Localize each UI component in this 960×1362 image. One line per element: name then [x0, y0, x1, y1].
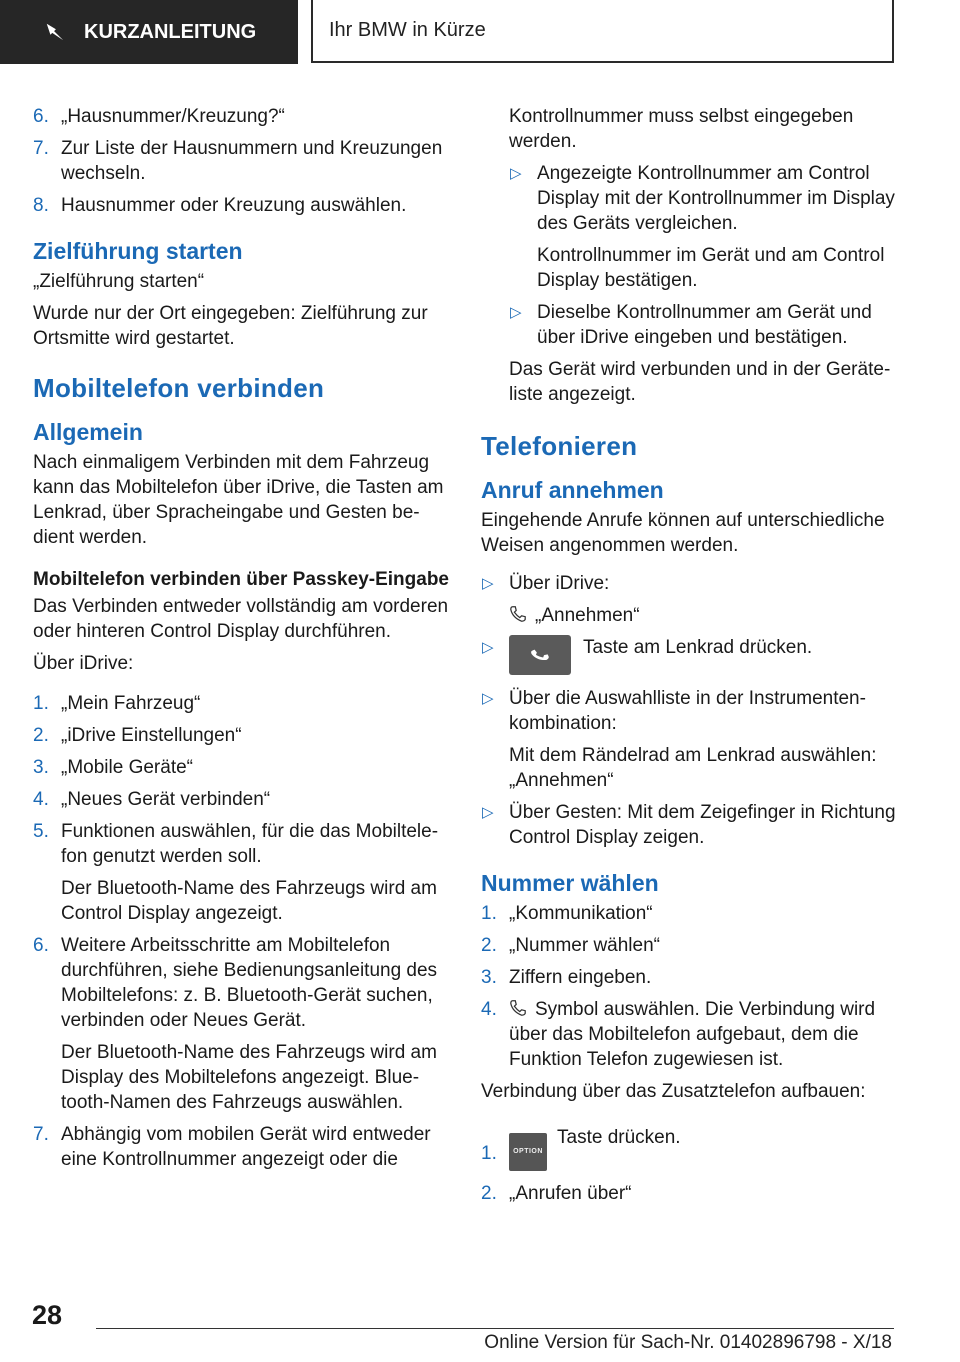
bullet-list: [481, 571, 897, 850]
list-item: [33, 755, 449, 780]
triangle-bullet-icon: ▷: [482, 639, 494, 656]
heading-passkey: Mobiltelefon verbinden über Passkey-Eingabe: [33, 569, 449, 590]
bullet-text: Über Gesten: Mit dem Zeigefinger in Richtung Control Display zeigen.: [509, 802, 896, 848]
list-item: [33, 136, 449, 186]
bullet-text: Über iDrive:: [509, 573, 610, 594]
list-item: [33, 819, 449, 926]
list-item: [33, 1122, 449, 1172]
list-item: [481, 965, 897, 990]
section-tab: [0, 0, 298, 64]
list-number: 7.: [33, 138, 49, 159]
step-text: „iDrive Einstellungen“: [61, 725, 242, 746]
step-text: „Anrufen über“: [509, 1183, 632, 1204]
step-text: Weitere Arbeitsschritte am Mobiltelefon durchführen, siehe Bedienungsanleitung des Mobiltelefons: z. B. Bluetooth-Gerät suchen, verbinden oder Neues Gerät.: [61, 935, 438, 1031]
dial-steps-cont: [481, 997, 897, 1072]
house-number-steps: [33, 104, 449, 218]
list-number: 5.: [33, 821, 49, 842]
list-number: 8.: [33, 195, 49, 216]
heading-nummer: Nummer wählen: [481, 870, 659, 896]
list-item: [33, 933, 449, 1115]
step-text: „Nummer wählen“: [509, 935, 660, 956]
dial-steps: [481, 901, 897, 990]
triangle-bullet-icon: ▷: [510, 165, 522, 182]
list-item: [33, 787, 449, 812]
paragraph: Nach einmaligem Verbinden mit dem Fahrzeug kann das Mobiltelefon über iDrive, die Tasten am Lenkrad, über Spracheingabe und Gesten bedient werden.: [33, 452, 444, 548]
bullet-text: Angezeigte Kontrollnummer am Control Display mit der Kontrollnummer im Display des Geräts vergleichen.: [537, 163, 895, 234]
bullet-text: Taste am Lenkrad drücken.: [583, 637, 813, 658]
additional-phone-steps: [481, 1125, 897, 1206]
list-item: [33, 723, 449, 748]
list-number: 6.: [33, 106, 49, 127]
paragraph: Kontrollnummer muss selbst eingegeben werden.: [509, 106, 854, 152]
step-text: „Kommunikation“: [509, 903, 653, 924]
triangle-bullet-icon: ▷: [482, 690, 494, 707]
bullet-subtext: Mit dem Rändelrad am Lenkrad auswählen: „Annehmen“: [509, 745, 877, 791]
step-text: „Hausnummer/Kreuzung?“: [61, 106, 285, 127]
paragraph: Das Verbinden entweder vollständig am vorderen oder hinteren Control Display durchführen.: [33, 596, 449, 642]
footer-online-version: Online Version für Sach-Nr. 01402896798 - X/18: [484, 1332, 892, 1353]
step-subtext: Der Bluetooth-Name des Fahrzeugs wird am Control Display angezeigt.: [61, 878, 437, 924]
step-text: Abhängig vom mobilen Gerät wird entweder eine Kontrollnummer angezeigt oder die: [61, 1124, 431, 1170]
paragraph: Das Gerät wird verbunden und in der Geräteliste angezeigt.: [509, 359, 891, 405]
step-text: „Mobile Geräte“: [61, 757, 193, 778]
heading-allgemein: Allgemein: [33, 419, 143, 445]
heading-zielfuehrung: Zielführung starten: [33, 238, 243, 264]
bullet-text: Über die Auswahlliste in der Instrumentenkombination:: [509, 688, 866, 734]
list-number: 2.: [33, 725, 49, 746]
phone-handset-icon: [509, 605, 527, 623]
section-tab-label: KURZANLEITUNG: [84, 20, 257, 43]
triangle-bullet-icon: ▷: [482, 804, 494, 821]
chapter-header: [311, 0, 894, 63]
bullet-text: Dieselbe Kontrollnummer am Gerät und über iDrive eingeben und bestätigen.: [537, 302, 872, 348]
left-column: [33, 104, 449, 1179]
list-item: [509, 161, 897, 293]
triangle-bullet-icon: ▷: [510, 304, 522, 321]
step-text: Zur Liste der Hausnummern und Kreuzungen wechseln.: [61, 138, 443, 184]
triangle-bullet-icon: ▷: [482, 575, 494, 592]
list-item: 4. Symbol auswählen. Die Verbindung wird über das Mobiltelefon aufgebaut, dem die Funktion Telefon zugewiesen ist.: [481, 997, 897, 1072]
lightning-icon: [44, 21, 66, 43]
step-text: Hausnummer oder Kreuzung auswählen.: [61, 195, 407, 216]
option-key: OPTION: [509, 1133, 547, 1171]
list-number: 1.: [481, 903, 497, 924]
paragraph: Verbindung über das Zusatztelefon aufbauen:: [481, 1081, 866, 1102]
right-column: [481, 104, 897, 1213]
list-number: 6.: [33, 935, 49, 956]
step-text: Funktionen auswählen, für die das Mobiltelefon genutzt werden soll.: [61, 821, 439, 867]
list-item: [481, 635, 897, 679]
steering-wheel-phone-key: [509, 635, 571, 675]
list-number: 2.: [481, 935, 497, 956]
list-item: [481, 571, 897, 628]
step-subtext: Der Bluetooth-Name des Fahrzeugs wird am Display des Mobiltelefons angezeigt. Bluetooth-Namen des Fahrzeugs auswählen.: [61, 1042, 437, 1113]
page-number: 28: [32, 1300, 63, 1330]
phone-handset-icon: [509, 999, 527, 1017]
bullet-subtext: „Annehmen“: [509, 603, 897, 628]
list-item: 1. OPTIONTaste drücken.: [481, 1125, 897, 1171]
footer-divider: [96, 1328, 894, 1329]
heading-anruf: Anruf annehmen: [481, 477, 664, 503]
passkey-steps: [33, 691, 449, 1172]
paragraph: Eingehende Anrufe können auf unterschiedliche Weisen angenommen werden.: [481, 510, 885, 556]
list-item: [481, 933, 897, 958]
list-item: [481, 686, 897, 793]
list-item: 2. „Anrufen über“: [481, 1181, 897, 1206]
paragraph: „Zielführung starten“: [33, 271, 205, 292]
list-item: [33, 193, 449, 218]
phone-handset-icon: [530, 646, 550, 664]
step-text: Ziffern eingeben.: [509, 967, 652, 988]
list-item: [481, 901, 897, 926]
heading-mobiltelefon: Mobiltelefon verbinden: [33, 373, 325, 403]
paragraph: Über iDrive:: [33, 653, 134, 674]
step-text: Symbol auswählen. Die Verbindung wird über das Mobiltelefon aufgebaut, dem die Funktion Telefon zugewiesen ist.: [509, 999, 876, 1070]
list-item: [33, 104, 449, 129]
heading-telefonieren: Telefonieren: [481, 431, 638, 461]
list-number: 4.: [33, 789, 49, 810]
list-item: [481, 800, 897, 850]
list-item: [509, 300, 897, 350]
list-item: [33, 691, 449, 716]
bullet-list: [481, 161, 897, 350]
list-number: 7.: [33, 1124, 49, 1145]
list-number: 3.: [33, 757, 49, 778]
list-number: 3.: [481, 967, 497, 988]
chapter-title: Ihr BMW in Kürze: [329, 19, 486, 41]
bullet-subtext: Kontrollnummer im Gerät und am Control Display bestätigen.: [537, 245, 885, 291]
step-text: „Neues Gerät verbinden“: [61, 789, 271, 810]
list-number: 1.: [33, 693, 49, 714]
paragraph: Wurde nur der Ort eingegeben: Zielführung zur Ortsmitte wird gestartet.: [33, 303, 428, 349]
step-text: Taste drücken.: [557, 1127, 681, 1148]
step-text: „Mein Fahrzeug“: [61, 693, 201, 714]
